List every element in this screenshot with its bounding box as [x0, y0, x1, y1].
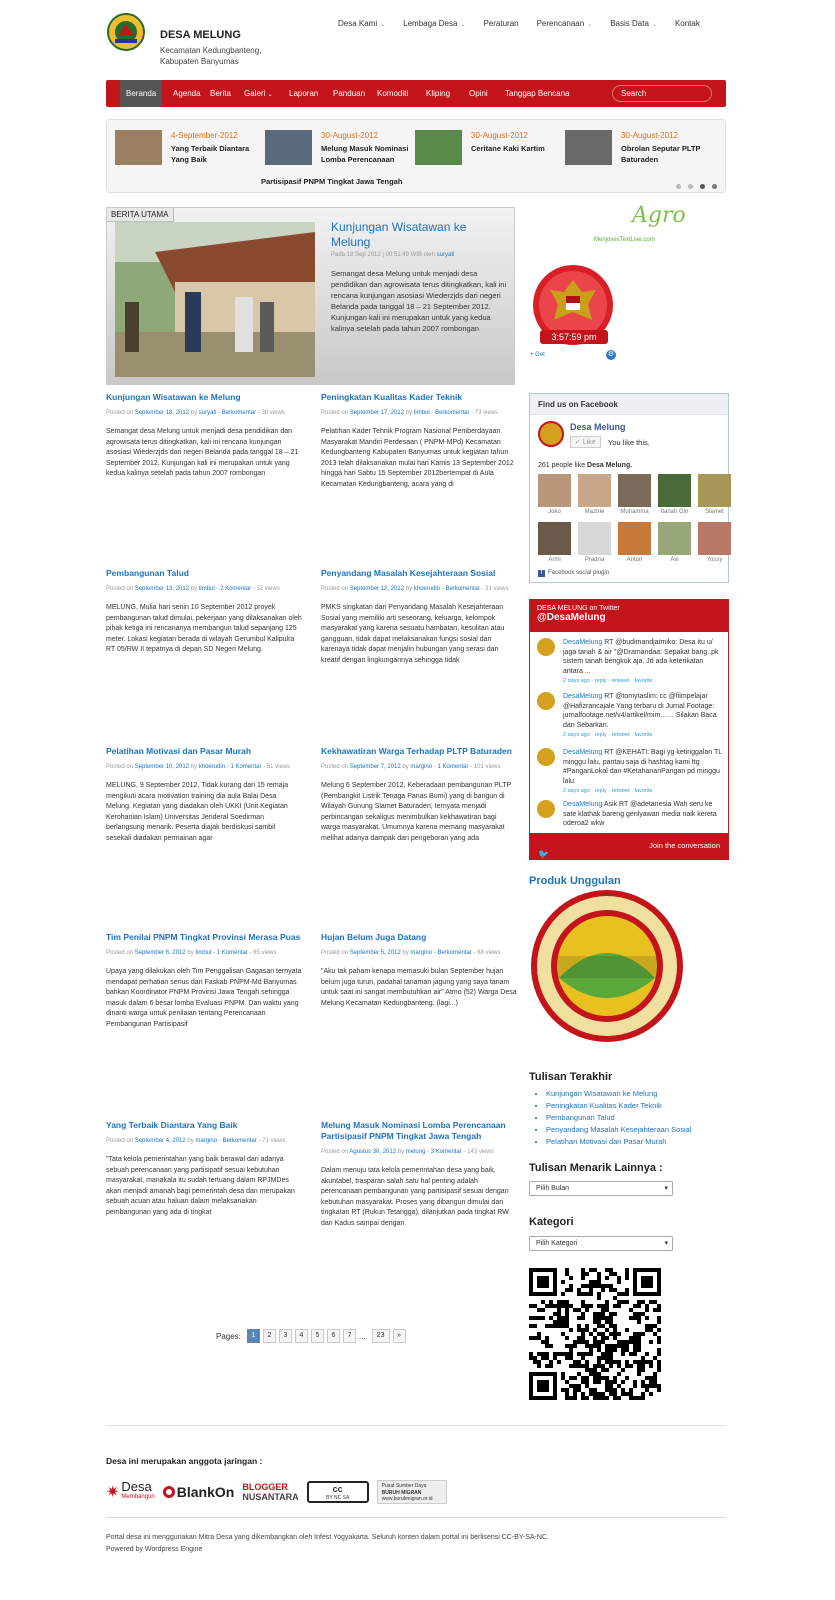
featured-author-link[interactable]: suryati — [436, 252, 455, 258]
tweet-user[interactable]: DesaMelung — [563, 639, 603, 646]
post-title[interactable]: Yang Terbaik Diantara Yang Baik — [106, 1120, 238, 1130]
page-link-current[interactable]: 1 — [247, 1329, 260, 1343]
post-card — [321, 568, 517, 666]
tweet-text: DesaMelung RT @budimandjatmiko: Desa itu u/ jaga tanah & air "@Dramandaa: Sepakat bang..pk sistem tanah bengkok aja. Jd ada keterikatan antara ... 2 days ago · reply · retweet · favorite — [563, 638, 723, 687]
site-title[interactable]: DESA MELUNG — [160, 29, 241, 41]
twitter-handle[interactable]: @DesaMelung — [537, 612, 606, 623]
tweet-avatar[interactable] — [537, 638, 555, 656]
post-excerpt: "Aku tak paham kenapa memasuki bulan September hujan belum juga turun, padahal tanaman jagung yang saya tanam untuk saat ini sangat membutuhkan air" Atmo (52) Warga Desa Melung Kecamatan Kedungbanteng. (lagi...) — [321, 968, 517, 1007]
post-author-link[interactable]: timbul — [413, 410, 430, 416]
fan-avatar — [578, 474, 611, 507]
blogger-nusantara-logo[interactable]: BLOGGER NUSANTARA — [242, 1482, 299, 1502]
post-views: 32 views — [256, 586, 280, 592]
fan-avatar — [658, 522, 691, 555]
qr-code-image — [529, 1268, 661, 1400]
slider-thumbnail — [565, 130, 612, 165]
gear-icon[interactable]: ⚙ — [607, 351, 615, 358]
facebook-like-button[interactable]: ✓ Like — [570, 436, 601, 448]
footer-divider — [106, 1517, 726, 1518]
post-excerpt: MELUNG, 9 September 2012, Tidak kurang dari 15 remaja mengikuti acara motivation training dia aula Balai Desa Melung. Kegiatan yang diadakan oleh UKKI (Unit Kegiatan Kerohanian Islam) Universitas Jenderal Soedirman berlangsung menarik. Peserta diajak berdiskusi sambil sesekali diadakan permainan agar — [106, 782, 289, 842]
fan-avatar — [578, 522, 611, 555]
post-author-link[interactable]: margino — [410, 950, 433, 956]
dropdown-arrow-icon: ▾ — [664, 1185, 668, 1192]
post-card — [106, 932, 302, 1030]
fan-name: Maztrie — [584, 509, 605, 515]
slider-dot[interactable] — [676, 184, 681, 189]
page-link[interactable]: 2 — [263, 1329, 276, 1343]
featured-photo[interactable] — [115, 222, 315, 377]
search-input[interactable]: Search — [612, 85, 712, 102]
menu-laporan[interactable]: Laporan — [289, 89, 319, 98]
featured-badge: BERITA UTAMA — [107, 208, 174, 222]
post-comments-link[interactable]: 1 Komentar — [216, 950, 248, 956]
facebook-fan-count: 261 people like Desa Melung. — [538, 462, 633, 469]
pagination — [216, 1329, 406, 1343]
recent-post-link[interactable]: • Pelatihan Motivasi dan Pasar Murah — [546, 1136, 692, 1148]
post-views: 143 views — [467, 1149, 494, 1155]
fan-name: Anton — [626, 557, 643, 563]
topnav-lembaga-desa[interactable]: Lembaga Desa ⌄ — [403, 19, 466, 28]
page-link[interactable]: 6 — [327, 1329, 340, 1343]
post-date-link[interactable]: Agustus 30, 2012 — [349, 1149, 397, 1155]
fan-name: Joko — [548, 509, 561, 515]
post-meta: Posted on September 17, 2012 by timbul - Berkomentar - 73 views — [321, 410, 499, 416]
post-comments-link[interactable]: 2 Komentar — [220, 586, 252, 592]
post-views: 38 views — [261, 410, 285, 416]
post-author-link[interactable]: khoerudin — [413, 586, 441, 592]
tweet-avatar[interactable] — [537, 748, 555, 766]
star-icon: ✷ — [106, 1484, 120, 1501]
menu-tanggap-bencana[interactable]: Tanggap Bencana — [505, 89, 570, 98]
site-subtitle: Kecamatan Kedungbanteng, Kabupaten Banyumas — [160, 46, 262, 66]
post-comments-link[interactable]: Berkomentar — [437, 950, 472, 956]
post-excerpt: Dalam menuju tata kelola pemerintahan desa yang baik, akuntabel, trasparan salah satu hal penting adalah perencanaan pembangunan yang partisipasif sesuai dengan kebutuhan masyarakat. Proses yang dibangun dimulai dari tingkatan RT (Rukun Tetangga), dilanjutkan pada tingkat RW dan Kadus sampai dengan — [321, 1167, 509, 1227]
facebook-liked-text: You like this. — [608, 438, 650, 447]
facebook-fan[interactable] — [538, 474, 571, 515]
post-date-link[interactable]: September 5, 2012 — [349, 950, 401, 956]
post-meta: Posted on Agustus 30, 2012 by melung - 3 Komentar - 143 views — [321, 1149, 494, 1155]
tweet-text: DesaMelung Asik RT @adetanesia Wah seru ke sate klathak bareng genlyawan media naik kereta oderoa2 wkw — [563, 801, 717, 827]
tweet-text: DesaMelung RT @tomytaslim: cc @filmpelajar @Hafizrancajale Yang terbaru di Jurnal Footage: jurnalfootage.net/v4/artikel/mim... ... Silakan Baca dan Sebarkan. 2 days ago · reply · retweet · favorite — [563, 692, 723, 741]
topnav-kontak[interactable]: Kontak — [674, 19, 700, 28]
post-excerpt: "Tata kelola pemerintahan yang baik berawal dari adanya sebuah perencanaan yang partisipatif sesuai kebutuhan masyarakat, manakala itu sudah tertuang dalam RPJMDes akan menjadi amanah bagi pemerintah desa dan merupakan sebuah acuan atau haluan dalam melaksanakan pembangunan yang ada di tingkat — [106, 1156, 295, 1216]
menu-beranda[interactable]: Beranda — [120, 80, 162, 107]
agro-banner-title[interactable]: Agro — [632, 203, 686, 228]
footer-license: Portal desa ini menggunakan Mitra Desa yang dikembangkan oleh Infest Yogyakarta. Seluruh konten dalam portal ini berlisensi CC-BY-SA-NC. — [106, 1534, 549, 1541]
fan-name: Muhamma — [620, 509, 649, 515]
clock-get-link[interactable]: + Get — [530, 352, 545, 358]
post-author-link[interactable]: suryati — [198, 410, 217, 416]
post-views: 101 views — [473, 764, 501, 770]
twitter-widget — [529, 599, 729, 860]
post-card — [106, 568, 302, 656]
slider-title-continued[interactable]: Partisipasif PNPM Tingkat Jawa Tengah — [261, 177, 403, 186]
post-comments-link[interactable]: 3 Komentar — [430, 1149, 462, 1155]
network-logos — [106, 1480, 447, 1504]
post-author-link[interactable]: timbul — [198, 586, 215, 592]
page-link[interactable]: 7 — [343, 1329, 356, 1343]
footer-divider — [106, 1425, 726, 1426]
featured-title[interactable]: Kunjungan Wisatawan ke Melung — [331, 220, 467, 249]
slider-title[interactable]: Melung Masuk Nominasi Lomba Perencanaan — [321, 144, 409, 164]
post-meta: Posted on September 13, 2012 by timbul - 2 Komentar - 32 views — [106, 586, 280, 592]
archive-title: Tulisan Menarik Lainnya : — [529, 1162, 663, 1174]
post-card — [106, 746, 302, 844]
post-comments-link[interactable]: 1 Komentar — [230, 764, 262, 770]
recent-post-link[interactable]: • Kunjungan Wisatawan ke Melung — [546, 1088, 692, 1100]
tweet-actions[interactable]: 2 days ago · reply · retweet · favorite — [563, 678, 653, 684]
main-menu-bar — [106, 80, 726, 107]
twitter-by: DESA MELUNG on Twitter — [537, 605, 620, 612]
desa-membangun-logo[interactable]: ✷ Desa Membangun — [106, 1479, 155, 1501]
network-title: Desa ini merupakan anggota jaringan : — [106, 1456, 263, 1466]
post-meta: Posted on September 4, 2012 by margino - Berkomentar - 71 views — [106, 1138, 286, 1144]
menu-panduan[interactable]: Panduan — [333, 89, 366, 98]
chevron-down-icon: ⌄ — [587, 22, 593, 28]
recent-posts-list — [546, 1088, 692, 1148]
post-excerpt: PMKS singkatan dari Penyandang Masalah Kesejahteraan Sosial yang memiliki arti seseorang, keluarga, kelompok masyarakat yang karena sesuatu hambatan, kesulitan atau gangguan, tidak dapat melaksanakan fungsi sosial dan karenaya tidak dapat menjalin hubungan yang serasi dan kreatif dengan lingkungannya sehingga tidak — [321, 604, 505, 664]
post-excerpt: Upaya yang dilakukan oleh Tim Penggalisan Gagasan ternyata mendapat perhatian serius dari Faskab PNPM-Md Banyumas bahkan Koordinator PNPM Provinsi Jawa Tengah sehingga masuk dalam 6 besar lomba Evaluasi PNPM. Dan waktu yang dinanti warga untuk penilaian tentang Perencanaan Pembangunan Partisipasif — [106, 968, 302, 1028]
post-meta: Posted on September 18, 2012 by suryati - Berkomentar - 38 views — [106, 410, 285, 416]
tweet-user[interactable]: DesaMelung — [563, 801, 603, 808]
slider-thumbnail — [115, 130, 162, 165]
post-views: 71 views — [262, 1138, 286, 1144]
page-link[interactable]: 3 — [279, 1329, 292, 1343]
fan-avatar — [698, 522, 731, 555]
tweet-avatar[interactable] — [537, 800, 555, 818]
fan-name: Avi — [670, 557, 679, 563]
fan-name: Yossy — [706, 557, 723, 563]
fan-avatar — [538, 474, 571, 507]
post-date-link[interactable]: September 4, 2012 — [134, 1138, 186, 1144]
recent-post-link[interactable]: • Peningkatan Kualitas Kader Teknik — [546, 1100, 692, 1112]
tweet-user[interactable]: DesaMelung — [563, 749, 603, 756]
post-card — [321, 932, 517, 1009]
slider-date: 30-August-2012 — [621, 131, 678, 140]
page-link-last[interactable]: 23 — [372, 1329, 390, 1343]
topnav-peraturan[interactable]: Peraturan — [483, 19, 519, 28]
village-emblem-logo[interactable] — [106, 12, 146, 52]
post-title[interactable]: Pembangunan Talud — [106, 568, 189, 578]
post-title[interactable]: Pelatihan Motivasi dan Pasar Murah — [106, 746, 252, 756]
post-meta: Posted on September 6, 2012 by timbul - 1 Komentar - 85 views — [106, 950, 277, 956]
post-date-link[interactable]: September 17, 2012 — [349, 410, 405, 416]
post-date-link[interactable]: September 10, 2012 — [134, 764, 190, 770]
tweet-actions[interactable]: 2 days ago · reply · retweet · favorite — [563, 732, 653, 738]
post-meta: Posted on September 12, 2012 by khoerudin - Berkomentar - 31 views — [321, 586, 509, 592]
post-card — [106, 1120, 302, 1218]
fan-avatar — [538, 522, 571, 555]
slider-thumbnail — [415, 130, 462, 165]
post-excerpt: Semangat desa Melung untuk menjadi desa pendidikan dan agrowisata terus ditingkatkan, kali ini rencana kunjungan asosiasi Wiederzjds dari negeri Belanda pada tanggal 18 – 21 September 2012. Kunjungan kali ini merupakan untuk yang kedua kalinya setelah pada tahun 2007 rombongan — [106, 428, 299, 477]
post-views: 31 views — [485, 586, 509, 592]
tweet-avatar[interactable] — [537, 692, 555, 710]
clock-time: 3:57:59 pm — [540, 330, 608, 344]
post-title[interactable]: Penyandang Masalah Kesejahteraan Sosial — [321, 568, 496, 578]
footer-powered: Powered by Wordpress Engine — [106, 1546, 203, 1553]
post-card — [321, 392, 517, 490]
slider-thumbnail — [265, 130, 312, 165]
post-title[interactable]: Kekhawatiran Warga Terhadap PLTP Baturaden — [321, 746, 512, 756]
menu-komoditi[interactable]: Komoditi — [377, 89, 409, 98]
fan-avatar — [618, 522, 651, 555]
circle-icon — [163, 1486, 175, 1498]
facebook-fan[interactable] — [538, 522, 571, 563]
post-views: 85 views — [253, 950, 277, 956]
featured-excerpt: Semangat desa Melung untuk menjadi desa pendidikan dan agrowisata terus ditingkatkan, kali ini rencana kunjungan asosiasi Wiederzjds dari negeri Belanda pada tanggal 18 – 21 September 2012. Kunjungan kali ini merupakan untuk yang kedua kalinya setelah pada tahun 2007 rombongan — [331, 269, 507, 333]
facebook-fan[interactable] — [658, 474, 691, 515]
blankon-logo[interactable]: BlankOn — [163, 1484, 235, 1500]
featured-meta: Pada 18 Sep 2012 | 00:51:49 WIB oleh suryati — [331, 252, 455, 258]
post-title[interactable]: Peningkatan Kualitas Kader Teknik — [321, 392, 463, 402]
chevron-down-icon: ⌄ — [651, 22, 657, 28]
featured-post — [106, 207, 515, 385]
post-excerpt: Melung 6 September 2012, Keberadaan pembangunan PLTP (Pembangkit Listrik Tenaga Panas Bumi) yang di bangun di Wilayah Gunung Slamet Baturaden, ternyata menjadi perbincangan sekaligus menimbulkan kekhawatiran bagi warga masyarakat. Umumnya karena memang masyarakat melihat adanya dampak dari pengeboran yang ada — [321, 782, 512, 842]
post-comments-link[interactable]: Berkomentar — [435, 410, 470, 416]
tweet-text: DesaMelung RT @KEHATI: Bagi yg ketinggalan TL minggu lalu, pantau saja di hashtag kami ttg #PanganLokal dan #KetahananPangan pd minggu lalu. 2 days ago · reply · retweet · favorite — [563, 748, 723, 797]
facebook-like-box — [529, 393, 729, 583]
facebook-fan[interactable] — [698, 474, 731, 515]
slider-dot-active[interactable] — [700, 184, 705, 189]
page-link[interactable]: 5 — [311, 1329, 324, 1343]
fan-avatar — [698, 474, 731, 507]
archive-month-select[interactable]: Pilih Bulan ▾ — [529, 1181, 673, 1196]
post-author-link[interactable]: margino — [410, 764, 433, 770]
twitter-join-link[interactable]: 🐦 Join the conversation — [530, 833, 728, 859]
menu-galeri[interactable]: Galeri ⌄ — [244, 89, 273, 98]
slider-title[interactable]: Yang Terbaik Diantara Yang Baik — [171, 144, 250, 164]
slider-date: 30-August-2012 — [321, 131, 378, 140]
post-views: 88 views — [477, 950, 501, 956]
facebook-icon: f — [538, 570, 545, 577]
post-date-link[interactable]: September 13, 2012 — [134, 586, 190, 592]
post-title[interactable]: Tim Penilai PNPM Tingkat Provinsi Merasa Puas — [106, 932, 301, 942]
facebook-plugin-label: f Facebook social plugin — [538, 570, 609, 577]
menu-opini[interactable]: Opini — [469, 89, 488, 98]
post-author-link[interactable]: margino — [195, 1138, 218, 1144]
post-card — [321, 1120, 517, 1229]
post-comments-link[interactable]: Berkomentar — [222, 1138, 257, 1144]
category-select[interactable]: Pilih Kategori ▾ — [529, 1236, 673, 1251]
menu-agenda[interactable]: Agenda — [173, 89, 201, 98]
post-card — [321, 746, 517, 844]
agro-banner-link[interactable]: MenjovesTextLive.com — [594, 237, 655, 243]
dropdown-arrow-icon: ▾ — [664, 1240, 668, 1247]
chevron-down-icon: ⌄ — [460, 22, 466, 28]
clock-widget[interactable] — [530, 262, 616, 366]
post-title[interactable]: Melung Masuk Nominasi Lomba Perencanaan Partisipasif PNPM Tingkat Jawa Tengah — [321, 1120, 506, 1141]
facebook-page-name[interactable]: Desa Melung — [570, 422, 626, 432]
facebook-header: Find us on Facebook — [530, 394, 728, 415]
post-author-link[interactable]: timbul — [195, 950, 212, 956]
post-date-link[interactable]: September 7, 2012 — [349, 764, 401, 770]
post-title[interactable]: Kunjungan Wisatawan ke Melung — [106, 392, 241, 402]
fan-name: Itanah Gin — [660, 509, 689, 515]
page-next-button[interactable]: » — [393, 1329, 406, 1343]
slider-title[interactable]: Obrolan Seputar PLTP Baturaden — [621, 144, 701, 164]
post-date-link[interactable]: September 6, 2012 — [134, 950, 186, 956]
top-navigation — [338, 19, 718, 28]
fan-avatar — [618, 474, 651, 507]
post-excerpt: MELUNG, Mulia hari senin 10 September 2012 proyek pembangunan talud dimulai, pekerjaan yang dilaksanakan oleh pihak ketiga ini rencananya membangun talud sepanjang 125 meter. Lokasi kegiatan berada di wilayah Gerumbul Kalipulra RT 05/RW II tepatnya di depan SD Negeri Melung. — [106, 604, 302, 653]
slider-dot[interactable] — [688, 184, 693, 189]
post-excerpt: Pelatihan Kader Tehnik Program Nasional Pemberdayaan Masyarakat Mandiri Perdesaan ( PNPM-MPd) Kecamatan Kedungbanteng Kabupaten Banyumas untuk kegiatan tahun 2013 telah dilaksanakan mulai hari Kamis 13 September 2012 hingga hari Sabtu 15 September 2012bertempat di Aula Kecamatan Kedungbanteng, acara yang di — [321, 428, 514, 488]
post-card — [106, 392, 302, 480]
fan-name: Armi — [548, 557, 561, 563]
facebook-fan[interactable] — [698, 522, 731, 563]
menu-kliping[interactable]: Kliping — [426, 89, 451, 98]
topnav-desa-kami[interactable]: Desa Kami ⌄ — [338, 19, 386, 28]
chevron-down-icon: ⌄ — [380, 22, 386, 28]
slider-date: 4-September-2012 — [171, 131, 238, 140]
post-comments-link[interactable]: 1 Komentar — [437, 764, 469, 770]
recent-post-link[interactable]: • Pembangunan Talud — [546, 1112, 692, 1124]
post-comments-link[interactable]: Berkomentar — [221, 410, 257, 416]
post-date-link[interactable]: September 12, 2012 — [349, 586, 405, 592]
post-author-link[interactable]: melung — [405, 1149, 426, 1155]
footer-text — [106, 1532, 549, 1556]
fan-name: Pradna — [584, 557, 605, 563]
chevron-down-icon: ⌄ — [267, 92, 273, 98]
post-date-link[interactable]: September 18, 2012 — [134, 410, 190, 416]
pagination-label: Pages: — [216, 1331, 241, 1341]
post-comments-link[interactable]: Berkomentar — [445, 586, 480, 592]
post-meta: Posted on September 5, 2012 by margino - Berkomentar - 88 views — [321, 950, 501, 956]
facebook-fan[interactable] — [578, 522, 611, 563]
fan-avatar — [658, 474, 691, 507]
produk-unggulan-title: Produk Unggulan — [529, 875, 621, 887]
page-link[interactable]: 4 — [295, 1329, 308, 1343]
buruh-migran-logo[interactable]: Pusat Sumber Daya BURUH MIGRAN www.buruhmigran.or.id — [377, 1480, 447, 1504]
slider-dot[interactable] — [712, 184, 717, 189]
recent-post-link[interactable]: • Penyandang Masalah Kesejahteraan Sosial — [546, 1124, 692, 1136]
topnav-basis-data[interactable]: Basis Data ⌄ — [610, 19, 657, 28]
recent-posts-title: Tulisan Terakhir — [529, 1071, 613, 1083]
post-views: 73 views — [474, 410, 499, 416]
twitter-bird-icon: 🐦 — [538, 849, 550, 859]
menu-berita[interactable]: Berita — [210, 89, 231, 98]
facebook-fan[interactable] — [618, 522, 651, 563]
slider-title[interactable]: Ceritane Kaki Kartim — [471, 144, 545, 153]
post-title[interactable]: Hujan Belum Juga Datang — [321, 932, 427, 942]
category-title: Kategori — [529, 1216, 574, 1228]
post-author-link[interactable]: khoerudin — [198, 764, 226, 770]
pagination-ellipsis: ... — [358, 1331, 366, 1341]
slider-date: 30-August-2012 — [471, 131, 528, 140]
organik-product-logo[interactable] — [529, 888, 685, 1044]
tweet-user[interactable]: DesaMelung — [563, 693, 603, 700]
post-meta: Posted on September 7, 2012 by margino - 1 Komentar - 101 views — [321, 764, 501, 770]
post-views: 51 views — [266, 764, 291, 770]
topnav-perencanaan[interactable]: Perencanaan ⌄ — [536, 19, 593, 28]
post-meta: Posted on September 10, 2012 by khoerudin - 1 Komentar - 51 views — [106, 764, 291, 770]
facebook-fan[interactable] — [578, 474, 611, 515]
creative-commons-logo[interactable]: cc BY NC SA — [307, 1481, 369, 1503]
facebook-fan[interactable] — [618, 474, 651, 515]
tweet-actions[interactable]: 2 days ago · reply · retweet · favorite — [563, 788, 653, 794]
fan-name: Slamet — [705, 509, 724, 515]
news-slider — [106, 119, 726, 193]
facebook-fan[interactable] — [658, 522, 691, 563]
page-avatar[interactable] — [538, 421, 564, 447]
